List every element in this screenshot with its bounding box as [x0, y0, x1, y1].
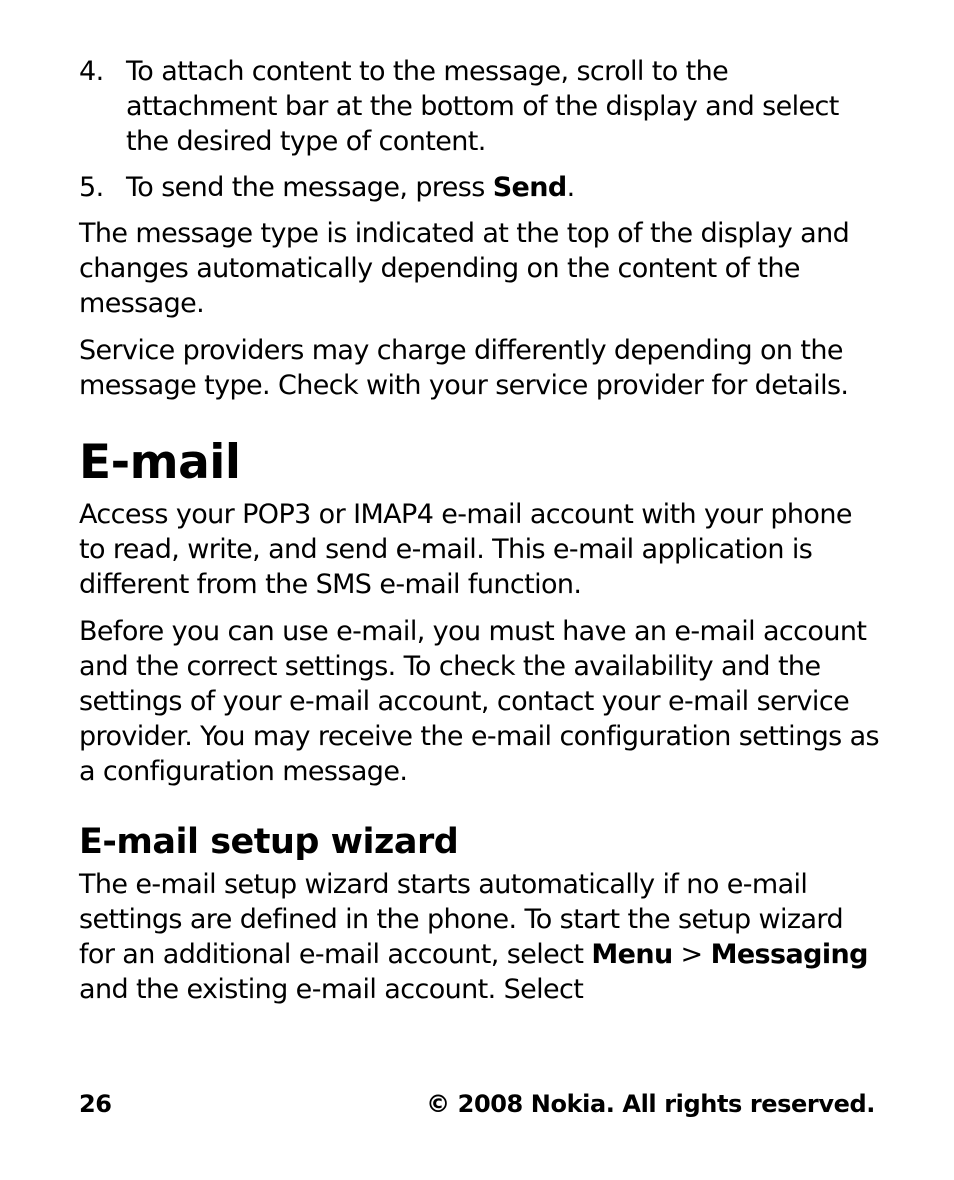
manual-page: [79, 54, 879, 1019]
page-number: 26: [79, 1090, 112, 1118]
wizard-text: The e-mail setup wizard starts automatically if no e-mail settings are defined in the phone. To start the setup wizard for an additional e-mail account, select: [79, 869, 843, 970]
wizard-text-end: and the existing e-mail account. Select: [79, 974, 584, 1005]
messaging-command: Messaging: [710, 939, 868, 970]
menu-command: Menu: [591, 939, 673, 970]
step-item: [79, 170, 879, 205]
subsection-title-setup-wizard: E-mail setup wizard: [79, 822, 459, 862]
page-footer: [79, 1090, 875, 1118]
step-item: [79, 54, 879, 159]
paragraph: The message type is indicated at the top of the display and changes automatically depending on the content of the message.: [79, 218, 850, 319]
paragraph: Access your POP3 or IMAP4 e-mail account with your phone to read, write, and send e-mail. This e-mail application is different from the SMS e-mail function.: [79, 499, 852, 600]
copyright-notice: © 2008 Nokia. All rights reserved.: [426, 1090, 875, 1118]
step-text: To send the message, press: [126, 172, 493, 203]
paragraph: Before you can use e-mail, you must have an e-mail account and the correct settings. To check the availability and the settings of your e-mail account, contact your e-mail service provider. You may receive the e-mail configuration settings as a configuration message.: [79, 616, 879, 787]
step-text: To attach content to the message, scroll to the attachment bar at the bottom of the display and select the desired type of content.: [126, 56, 839, 157]
step-number: 4.: [79, 56, 104, 87]
step-text-end: .: [566, 172, 575, 203]
paragraph-setup-wizard: [79, 867, 879, 1007]
step-number: 5.: [79, 172, 104, 203]
numbered-steps: [79, 54, 879, 205]
menu-separator: >: [672, 939, 711, 970]
send-command: Send: [492, 172, 567, 203]
section-title-email: E-mail: [79, 435, 241, 490]
paragraph: Service providers may charge differently depending on the message type. Check with your service provider for details.: [79, 335, 849, 401]
